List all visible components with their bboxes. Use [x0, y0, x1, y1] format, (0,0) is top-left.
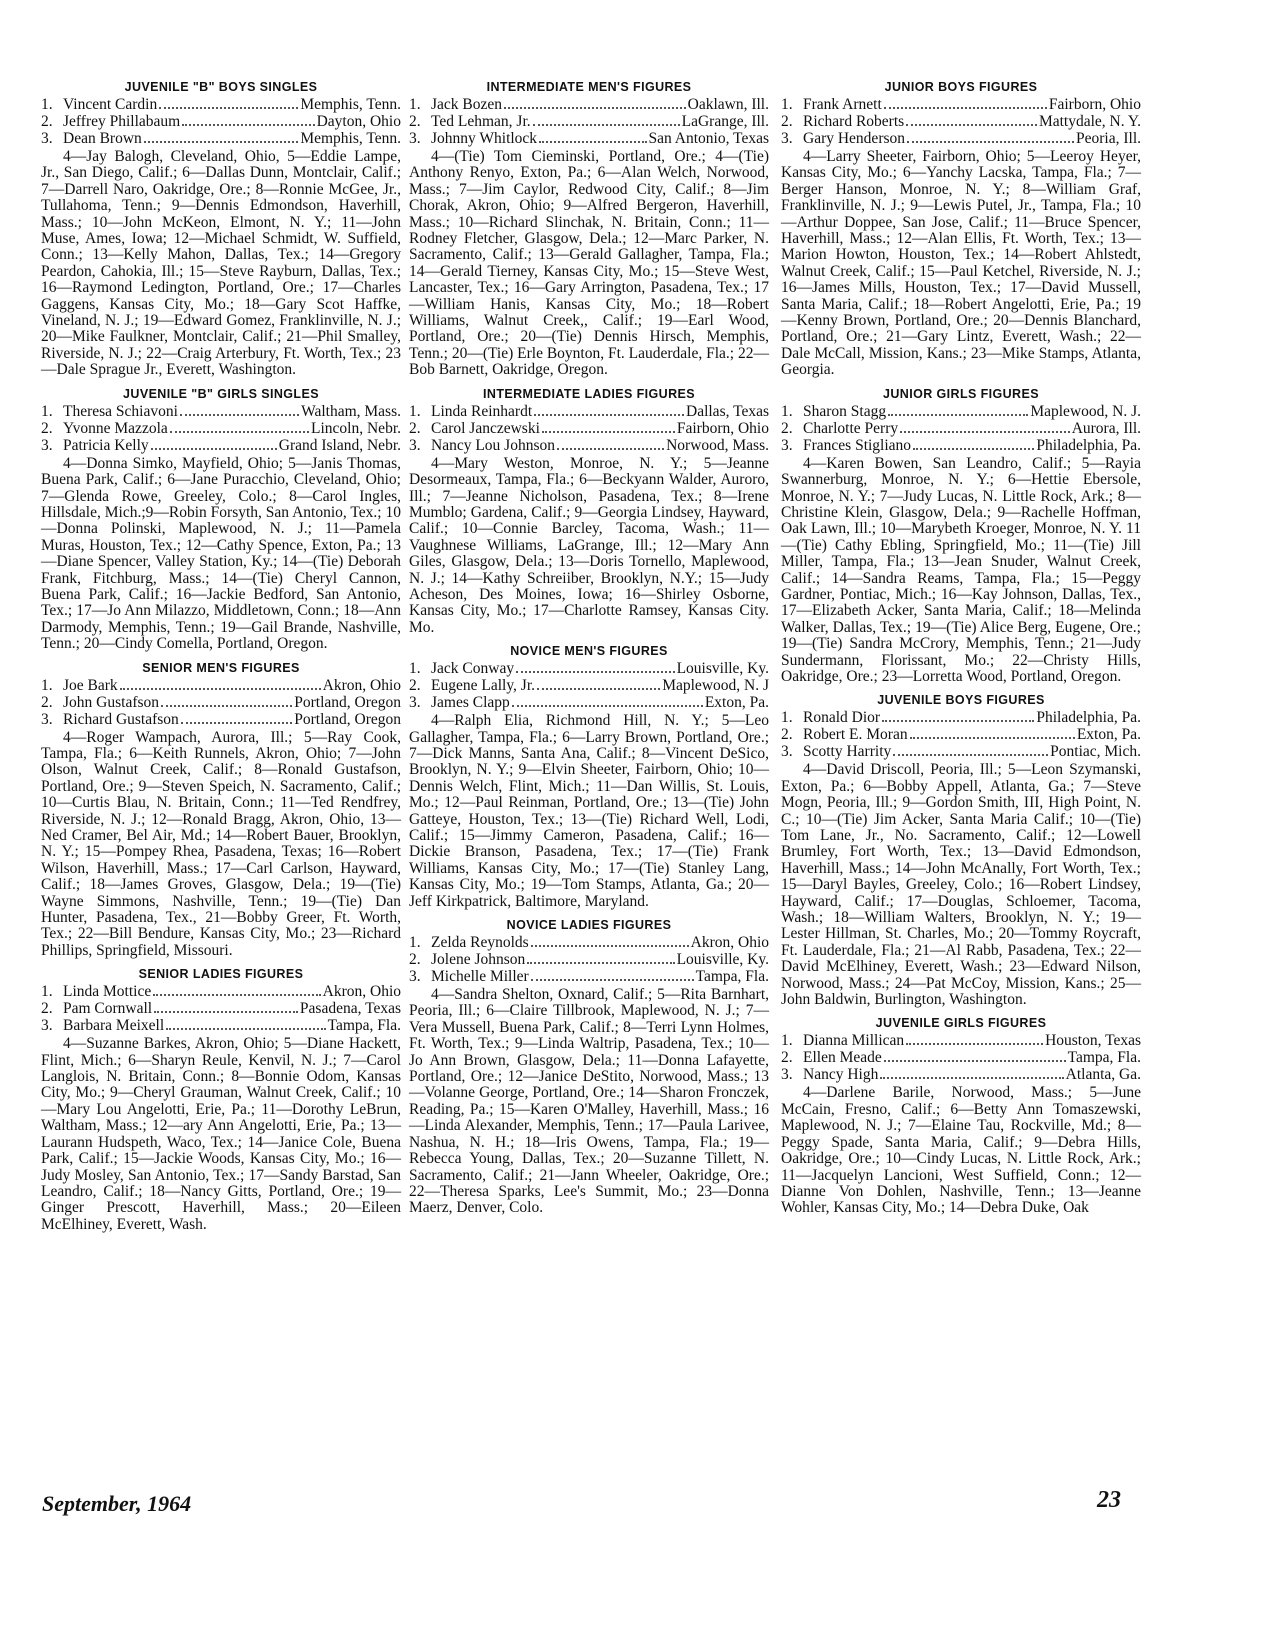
placing-row	[41, 437, 401, 454]
results-section	[409, 387, 769, 636]
skater-location: Lincoln, Nebr.	[311, 419, 401, 437]
placing-row	[41, 130, 401, 147]
place-number: 2.	[41, 1000, 53, 1018]
remaining-placings: 4—Donna Simko, Mayfield, Ohio; 5—Janis Thomas, Buena Park, Calif.; 6—Jane Puracchio, Cleveland, Ohio; 7—Glenda Rowe, Greeley, Colo.; 8—Carol Ingles, Hillsdale, Mich.;9—Robin Forsyth, San Antonio, Tex.; 10—Donna Polinski, Maplewood, N. J.; 11—Pamela Muras, Houston, Tex.; 12—Cathy Spence, Exton, Pa.; 13—Diane Spencer, Valley Station, Ky.; 14—(Tie) Deborah Frank, Fitchburg, Mass.; 14—(Tie) Cheryl Cannon, Buena Park, Calif.; 16—Jackie Bedford, San Antonio, Tex.; 17—Jo Ann Milazzo, Middletown, Conn.; 18—Ann Darmody, Memphis, Tenn.; 19—Gail Brande, Nashville, Tenn.; 20—Cindy Comella, Portland, Oregon.	[41, 454, 401, 653]
skater-location: Tampa, Fla.	[327, 1017, 401, 1035]
place-number: 1.	[41, 676, 53, 694]
place-number: 2.	[41, 419, 53, 437]
placings-list	[41, 983, 401, 1034]
skater-name: John Gustafson	[63, 693, 160, 711]
placing-row	[41, 96, 401, 113]
placing-row	[781, 1032, 1141, 1049]
placing-row	[41, 983, 401, 1000]
placing-row	[781, 96, 1141, 113]
placing-row	[781, 403, 1141, 420]
skater-location: San Antonio, Texas	[648, 130, 769, 147]
placing-row	[41, 711, 401, 728]
placing-row	[409, 420, 769, 437]
section-heading: JUVENILE GIRLS FIGURES	[875, 1016, 1047, 1031]
place-number: 2.	[781, 726, 793, 744]
skater-location: Norwood, Mass.	[666, 436, 769, 454]
place-number: 2.	[41, 113, 53, 130]
skater-name: Barbara Meixell	[63, 1017, 165, 1035]
skater-name: Gary Henderson	[803, 130, 906, 147]
place-number: 1.	[409, 660, 421, 678]
skater-name: Nancy High	[803, 1066, 879, 1084]
skater-location: Dallas, Texas	[686, 402, 769, 420]
place-number: 3.	[781, 436, 793, 454]
results-section	[41, 661, 401, 960]
place-number: 1.	[41, 96, 53, 113]
place-number: 3.	[781, 1066, 793, 1084]
skater-name: Charlotte Perry	[803, 419, 899, 437]
dot-leader	[182, 124, 314, 126]
column-2	[409, 76, 769, 1225]
skater-name: Jack Bozen	[431, 96, 503, 113]
skater-location: Houston, Texas	[1045, 1032, 1141, 1050]
footer-date: September, 1964	[42, 1491, 192, 1516]
placings-list	[41, 96, 401, 147]
place-number: 2.	[409, 419, 421, 437]
place-number: 1.	[41, 402, 53, 420]
placing-row	[41, 420, 401, 437]
place-number: 2.	[781, 1049, 793, 1067]
skater-location: Louisville, Ky.	[676, 951, 769, 969]
skater-location: Exton, Pa.	[704, 694, 769, 712]
dot-leader	[180, 414, 299, 416]
skater-location: Memphis, Tenn.	[300, 96, 401, 113]
placing-row	[409, 934, 769, 951]
dot-leader	[537, 688, 660, 690]
place-number: 3.	[409, 436, 421, 454]
place-number: 1.	[781, 1032, 793, 1050]
results-section	[409, 918, 769, 1217]
skater-name: Robert E. Moran	[803, 726, 908, 744]
placing-row	[409, 951, 769, 968]
section-heading: NOVICE MEN'S FIGURES	[510, 644, 668, 659]
skater-name: Ted Lehman, Jr.	[431, 113, 531, 130]
place-number: 2.	[409, 677, 421, 695]
place-number: 1.	[409, 934, 421, 952]
skater-name: Dean Brown	[63, 130, 142, 147]
placing-row	[409, 403, 769, 420]
remaining-placings: 4—Suzanne Barkes, Akron, Ohio; 5—Diane Hackett, Flint, Mich.; 6—Sharyn Reule, Kenvil, N. J.; 7—Carol Langlois, N. Britain, Conn.; 8—Bonnie Odom, Kansas City, Mo.; 9—Cheryl Grauman, Walnut Creek, Calif.; 10—Mary Lou Angelotti, Erie, Pa.; 11—Dorothy LeBrun, Waltham, Mass.; 12—ary Ann Angelotti, Erie, Pa.; 13—Laurann Hudspeth, Waco, Tex.; 14—Janice Cole, Buena Park, Calif.; 15—Jackie Woods, Kansas City, Mo.; 16—Judy Mosley, San Antonio, Tex.; 17—Sandy Barstad, San Leandro, Calif.; 18—Nancy Gitts, Portland, Ore.; 19—Ginger Prescott, Haverhill, Mass.; 20—Eileen McElhiney, Everett, Wash.	[41, 1035, 401, 1233]
skater-name: Frances Stigliano	[803, 436, 912, 454]
skater-name: Pam Cornwall	[63, 1000, 153, 1018]
skater-name: Ronald Dior	[803, 709, 881, 727]
section-heading: JUNIOR BOYS FIGURES	[884, 80, 1038, 94]
dot-leader	[539, 141, 646, 143]
remaining-placings: 4—Karen Bowen, San Leandro, Calif.; 5—Rayia Swannerburg, Monroe, N. Y.; 6—Hettie Ebersole, Monroe, N. Y.; 7—Judy Lucas, N. Little Rock, Ark.; 8—Christine Klein, Glasgow, Dela.; 9—Rachelle Hoffman, Oak Lawn, Ill.; 10—Marybeth Kroeger, Monroe, N. Y. 11—(Tie) Cathy Ebling, Springfield, Mo.; 11—(Tie) Jill Miller, Tampa, Fla.; 13—Jean Snuder, Walnut Creek, Calif.; 14—Sandra Reams, Tampa, Fla.; 15—Peggy Gardner, Pontiac, Mich.; 16—Kay Johnson, Dallas, Tex., 17—Elizabeth Acker, Santa Maria, Calif.; 18—Melinda Walker, Dallas, Tex.; 19—(Tie) Alice Berg, Eugene, Ore.; 19—(Tie) Sandra McCrory, Memphis, Tenn.; 21—Judy Sundermann, Florissant, Mo.; 22—Christy Hills, Oakridge, Ore.; 23—Lorretta Wood, Portland, Oregon.	[781, 454, 1141, 685]
skater-location: Philadelphia, Pa.	[1036, 436, 1141, 454]
dot-leader	[533, 124, 680, 126]
skater-location: Tampa, Fla.	[695, 968, 769, 986]
dot-leader	[161, 705, 292, 707]
dot-leader	[153, 994, 320, 996]
skater-location: Fairborn, Ohio	[1048, 96, 1141, 113]
skater-name: Johnny Whitlock	[431, 130, 538, 147]
placings-list	[409, 660, 769, 711]
skater-name: Joe Bark	[63, 676, 118, 694]
skater-name: Dianna Millican	[803, 1032, 905, 1050]
dot-leader	[151, 448, 277, 450]
section-heading: JUNIOR GIRLS FIGURES	[883, 386, 1039, 401]
placings-list	[409, 934, 769, 985]
skater-location: LaGrange, Ill.	[681, 113, 769, 130]
skater-location: Maplewood, N. J.	[1030, 402, 1141, 420]
placing-row	[409, 694, 769, 711]
skater-location: Waltham, Mass.	[301, 402, 401, 420]
place-number: 3.	[781, 743, 793, 761]
skater-name: James Clapp	[431, 694, 510, 712]
skater-location: Atlanta, Ga.	[1065, 1066, 1141, 1084]
skater-location: Maplewood, N. J	[662, 677, 769, 695]
dot-leader	[893, 754, 1048, 756]
dot-leader	[504, 107, 686, 109]
placing-row	[781, 709, 1141, 726]
placings-list	[409, 403, 769, 454]
placing-row	[781, 743, 1141, 760]
placing-row	[781, 113, 1141, 130]
placing-row	[409, 660, 769, 677]
dot-leader	[527, 962, 674, 964]
placings-list	[781, 403, 1141, 454]
section-heading: JUVENILE BOYS FIGURES	[877, 693, 1045, 708]
skater-location: Dayton, Ohio	[316, 113, 401, 130]
column-1	[41, 76, 401, 1241]
dot-leader	[166, 1028, 325, 1030]
skater-name: Frank Arnett	[803, 96, 882, 113]
placing-row	[409, 968, 769, 985]
skater-name: Sharon Stagg	[803, 402, 887, 420]
placing-row	[41, 694, 401, 711]
skater-name: Patricia Kelly	[63, 436, 149, 454]
dot-leader	[512, 705, 703, 707]
dot-leader	[531, 979, 694, 981]
results-section	[41, 967, 401, 1233]
skater-name: Linda Reinhardt	[431, 402, 533, 420]
section-heading: INTERMEDIATE MEN'S FIGURES	[486, 80, 692, 94]
place-number: 1.	[409, 402, 421, 420]
place-number: 1.	[781, 96, 793, 113]
placing-row	[409, 437, 769, 454]
skater-location: Memphis, Tenn.	[300, 130, 401, 147]
remaining-placings: 4—(Tie) Tom Cieminski, Portland, Ore.; 4—(Tie) Anthony Renyo, Exton, Pa.; 6—Alan Welch, Norwood, Mass.; 7—Jim Caylor, Redwood City, Calif.; 8—Jim Chorak, Akron, Ohio; 9—Alfred Bergeron, Haverhill, Mass.; 10—Richard Slinchak, N. Britain, Conn.; 11—Rodney Fletcher, Glasgow, Dela.; 12—Marc Parker, N. Sacramento, Calif.; 13—Gerald Gallagher, Tampa, Fla.; 14—Gerald Tierney, Kansas City, Mo.; 15—Steve West, Lancaster, Tex.; 16—Gary Arrington, Pasadena, Tex.; 17—William Hanis, Kansas City, Mo.; 18—Robert Williams, Walnut Creek,, Calif.; 19—Earl Wood, Portland, Ore.; 20—(Tie) Dennis Hirsch, Memphis, Tenn.; 20—(Tie) Erle Boynton, Ft. Lauderdale, Fla.; 22—Bob Barnett, Oakridge, Oregon.	[409, 148, 769, 379]
placings-list	[41, 403, 401, 454]
skater-location: Tampa, Fla.	[1067, 1049, 1141, 1067]
results-section	[409, 80, 769, 379]
skater-name: Richard Roberts	[803, 113, 905, 130]
skater-location: Akron, Ohio	[322, 983, 401, 1001]
placing-row	[781, 726, 1141, 743]
placing-row	[41, 113, 401, 130]
placing-row	[781, 1049, 1141, 1066]
remaining-placings: 4—Mary Weston, Monroe, N. Y.; 5—Jeanne Desormeaux, Tampa, Fla.; 6—Beckyann Walder, Auroro, Ill.; 7—Jeanne Nicholson, Pasadena, Tex.; 8—Irene Mumblo; Gardena, Calif.; 9—Georgia Lindsey, Hayward, Calif.; 10—Connie Barcley, Tacoma, Wash.; 11—Vaughnese Williams, LaGrange, Ill.; 12—Mary Ann Giles, Glasgow, Dela.; 13—Doris Tornello, Maplewood, N. J.; 14—Kathy Schreiiber, Brooklyn, N.Y.; 15—Judy Acheson, Des Moines, Iowa; 16—Shirley Osborne, Kansas City, Mo.; 17—Charlotte Ramsey, Kansas City. Mo.	[409, 454, 769, 636]
section-heading: JUVENILE "B" GIRLS SINGLES	[123, 386, 319, 401]
skater-location: Philadelphia, Pa.	[1036, 709, 1141, 727]
skater-location: Pontiac, Mich.	[1050, 743, 1141, 761]
skater-name: Jack Conway	[431, 660, 515, 678]
skater-location: Louisville, Ky.	[676, 660, 769, 678]
results-section	[781, 693, 1141, 1008]
placing-row	[41, 1017, 401, 1034]
dot-leader	[531, 945, 689, 947]
place-number: 2.	[41, 693, 53, 711]
placing-row	[41, 1000, 401, 1017]
dot-leader	[907, 141, 1074, 143]
dot-leader	[154, 1011, 298, 1013]
skater-name: Ellen Meade	[803, 1049, 882, 1067]
dot-leader	[884, 1060, 1066, 1062]
placings-list	[781, 1032, 1141, 1083]
remaining-placings: 4—Larry Sheeter, Fairborn, Ohio; 5—Leeroy Heyer, Kansas City, Mo.; 6—Yanchy Lacska, Tampa, Fla.; 7—Berger Hanson, Monroe, N. Y.; 8—William Graf, Franklinville, N. J.; 9—Lewis Putel, Jr., Tampa, Fla.; 10—Arthur Doppee, San Jose, Calif.; 11—Bruce Spencer, Haverhill, Mass.; 12—Alan Ellis, Ft. Worth, Tex.; 13—Marion Howton, Houston, Tex.; 14—Robert Ahlstedt, Walnut Creek, Calif.; 15—Paul Ketchel, Riverside, N. J.; 16—James Mills, Houston, Tex.; 17—David Mussell, Santa Maria, Calif.; 18—Robert Angelotti, Erie, Pa.; 19—Kenny Brown, Portland, Ore.; 20—Dennis Blanchard, Portland, Ore.; 21—Gary Lintz, Everett, Wash.; 22—Dale McCall, Mission, Kans.; 23—Mike Stamps, Atlanta, Georgia.	[781, 148, 1141, 379]
place-number: 3.	[41, 130, 53, 147]
dot-leader	[181, 722, 292, 724]
dot-leader	[159, 107, 298, 109]
placing-row	[409, 677, 769, 694]
dot-leader	[913, 448, 1034, 450]
remaining-placings: 4—Ralph Elia, Richmond Hill, N. Y.; 5—Leo Gallagher, Tampa, Fla.; 6—Larry Brown, Portland, Ore.; 7—Dick Manns, Santa Ana, Calif.; 8—Vincent DeSico, Brooklyn, N. Y.; 9—Elvin Sheeter, Fairborn, Ohio; 10—Dennis Welch, Flint, Mich.; 11—Dan Willis, St. Louis, Mo.; 12—Paul Reinman, Portland, Ore.; 13—(Tie) John Gatteye, Houston, Tex.; 13—(Tie) Richard Well, Lodi, Calif.; 15—Jimmy Cameron, Pasadena, Calif.; 16—Dickie Branson, Pasadena, Tex.; 17—(Tie) Frank Williams, Kansas City, Mo.; 17—(Tie) Stanley Lang, Kansas City, Mo.; 19—Tom Stamps, Atlanta, Ga.; 20—Jeff Kirkpatrick, Baltimore, Maryland.	[409, 712, 769, 910]
remaining-placings: 4—Sandra Shelton, Oxnard, Calif.; 5—Rita Barnhart, Peoria, Ill.; 6—Claire Tillbrook, Maplewood, N. J.; 7—Vera Mussell, Buena Park, Calif.; 8—Terri Lynn Holmes, Ft. Worth, Tex.; 9—Linda Waltrip, Pasadena, Tex.; 10—Jo Ann Brown, Glasgow, Dela.; 11—Donna Lafayette, Portland, Ore.; 12—Janice DeStito, Norwood, Mass.; 13—Volanne George, Portland, Ore.; 14—Sharon Fronczek, Reading, Pa.; 15—Karen O'Malley, Haverhill, Mass.; 16—Linda Alexander, Memphis, Tenn.; 17—Paula Larivee, Nashua, N. H.; 18—Iris Owens, Tampa, Fla.; 19—Rebecca Young, Dallas, Tex.; 20—Suzanne Tillett, N. Sacramento, Calif.; 21—Jann Wheeler, Oakridge, Ore.; 22—Theresa Sparks, Lee's Summit, Mo.; 23—Donna Maerz, Denver, Colo.	[409, 986, 769, 1217]
place-number: 3.	[41, 436, 53, 454]
section-heading: JUVENILE "B" BOYS SINGLES	[124, 80, 318, 94]
skater-location: Grand Island, Nebr.	[278, 436, 401, 454]
results-section	[409, 644, 769, 910]
place-number: 3.	[781, 130, 793, 147]
skater-name: Jolene Johnson	[431, 951, 526, 969]
skater-location: Pasadena, Texas	[299, 1000, 401, 1018]
section-heading: INTERMEDIATE LADIES FIGURES	[483, 386, 695, 401]
place-number: 1.	[41, 983, 53, 1001]
remaining-placings: 4—David Driscoll, Peoria, Ill.; 5—Leon Szymanski, Exton, Pa.; 6—Bobby Appell, Atlanta, Ga.; 7—Steve Mogn, Peoria, Ill.; 9—Gordon Smith, III, High Point, N. C.; 10—(Tie) Jim Acker, Santa Maria Calif.; 10—(Tie) Tom Lane, Jr., No. Sacramento, Calif.; 12—Lowell Brumley, Fort Worth, Tex.; 13—David Edmondson, Haverhill, Mass.; 14—John McAnally, Fort Worth, Tex.; 15—Daryl Bayles, Greeley, Colo.; 16—Robert Lindsey, Hayward, Calif.; 17—Douglas, Schloemer, Tacoma, Wash.; 18—William Walters, Brooklyn, N. Y.; 19—Lester Hillman, St. Charles, Mo.; 20—Tommy Roycraft, Ft. Lauderdale, Fla.; 21—Al Rabb, Pasadena, Tex.; 22—David McElhiney, Everett, Wash.; 23—Edward Nilson, Norwood, Mass.; 24—Pat McCoy, Mission, Kans.; 25—John Baldwin, Burlington, Washington.	[781, 761, 1141, 1009]
dot-leader	[900, 431, 1070, 433]
skater-name: Richard Gustafson	[63, 710, 179, 728]
skater-name: Vincent Cardin	[63, 96, 158, 113]
place-number: 1.	[781, 709, 793, 727]
placing-row	[409, 96, 769, 113]
results-section	[781, 1016, 1141, 1216]
dot-leader	[170, 431, 309, 433]
place-number: 3.	[41, 1017, 53, 1035]
dot-leader	[120, 688, 321, 690]
placing-row	[781, 437, 1141, 454]
place-number: 2.	[409, 951, 421, 969]
skater-location: Peoria, Ill.	[1076, 130, 1141, 147]
placing-row	[41, 403, 401, 420]
results-section	[41, 387, 401, 653]
placing-row	[409, 113, 769, 130]
placing-row	[781, 420, 1141, 437]
place-number: 2.	[781, 419, 793, 437]
skater-location: Oaklawn, Ill.	[687, 96, 769, 113]
dot-leader	[880, 1077, 1063, 1079]
dot-leader	[542, 431, 675, 433]
placing-row	[409, 130, 769, 147]
placing-row	[41, 677, 401, 694]
skater-location: Akron, Ohio	[690, 934, 769, 952]
place-number: 3.	[41, 710, 53, 728]
place-number: 3.	[409, 968, 421, 986]
skater-name: Yvonne Mazzola	[63, 419, 168, 437]
dot-leader	[888, 414, 1028, 416]
placings-list	[781, 96, 1141, 147]
column-3	[781, 76, 1141, 1225]
skater-location: Fairborn, Ohio	[676, 419, 769, 437]
dot-leader	[910, 737, 1075, 739]
skater-name: Scotty Harrity	[803, 743, 892, 761]
section-heading: SENIOR LADIES FIGURES	[138, 967, 304, 982]
place-number: 2.	[781, 113, 793, 130]
dot-leader	[516, 671, 675, 673]
skater-name: Zelda Reynolds	[431, 934, 529, 952]
skater-name: Theresa Schiavoni	[63, 402, 178, 420]
place-number: 1.	[409, 96, 421, 113]
remaining-placings: 4—Roger Wampach, Aurora, Ill.; 5—Ray Cook, Tampa, Fla.; 6—Keith Runnels, Akron, Ohio; 7—John Olson, Walnut Creek, Calif.; 8—Ronald Gustafson, Portland, Ore.; 9—Steven Speich, N. Sacramento, Calif.; 10—Curtis Blau, N. Britain, Conn.; 11—Ted Rendfrey, Riverside, N. J.; 12—Ronald Bragg, Akron, Ohio, 13—Ned Cramer, Bel Air, Md.; 14—Robert Bauer, Brooklyn, N. Y.; 15—Pompey Rhea, Pasadena, Texas; 16—Robert Wilson, Haverhill, Mass.; 17—Carl Carlson, Hayward, Calif.; 18—James Groves, Glasgow, Dela.; 19—(Tie) Wayne Simmons, Nashville, Tenn.; 19—(Tie) Dan Hunter, Pasadena, Tex., 21—Bobby Greer, Ft. Worth, Tex.; 22—Bill Bendure, Kansas City, Mo.; 23—Richard Phillips, Springfield, Missouri.	[41, 728, 401, 959]
skater-location: Akron, Ohio	[322, 676, 401, 694]
skater-location: Portland, Oregon	[294, 693, 401, 711]
skater-name: Nancy Lou Johnson	[431, 436, 555, 454]
skater-name: Michelle Miller	[431, 968, 529, 986]
skater-name: Eugene Lally, Jr.	[431, 677, 536, 695]
place-number: 1.	[781, 402, 793, 420]
dot-leader	[557, 448, 664, 450]
skater-name: Jeffrey Phillabaum	[63, 113, 181, 130]
skater-location: Portland, Oregon	[294, 710, 401, 728]
placings-list	[41, 677, 401, 728]
dot-leader	[906, 1043, 1043, 1045]
placings-list	[781, 709, 1141, 760]
skater-location: Aurora, Ill.	[1071, 419, 1141, 437]
results-section	[41, 80, 401, 379]
remaining-placings: 4—Jay Balogh, Cleveland, Ohio, 5—Eddie Lampe, Jr., San Diego, Calif.; 6—Dallas Dunn, Montclair, Calif.; 7—Darrell Naro, Oakridge, Ore.; 8—Ronnie McGee, Jr., Tullahoma, Tenn.; 9—Dennis Edmondson, Haverhill, Mass.; 10—John McKeon, Elmont, N. Y.; 11—John Muse, Ames, Iowa; 12—Michael Schmidt, W. Suffield, Conn.; 13—Kelly Mahon, Dallas, Tex.; 14—Gregory Peardon, Cahokia, Ill.; 15—Steve Rayburn, Dallas, Tex.; 16—Raymond Ledington, Portland, Ore.; 17—Charles Gaggens, Kansas City, Mo.; 18—Gary Scot Haffke, Vineland, N. J.; 19—Edward Gomez, Franklinville, N. J.; 20—Mike Faulkner, Montclair, Calif.; 21—Phil Smalley, Riverside, N. J.; 22—Craig Arterbury, Ft. Worth, Tex.; 23—Dale Sprague Jr., Everett, Washington.	[41, 148, 401, 379]
place-number: 3.	[409, 130, 421, 147]
skater-name: Linda Mottice	[63, 983, 152, 1001]
remaining-placings: 4—Darlene Barile, Norwood, Mass.; 5—June McCain, Fresno, Calif.; 6—Betty Ann Tomaszewski, Maplewood, N. J.; 7—Elaine Tau, Rockville, Md.; 8—Peggy Spade, Santa Maria, Calif.; 9—Debra Hills, Oakridge, Ore.; 10—Cindy Lucas, N. Little Rock, Ark.; 11—Jacquelyn Lancioni, West Suffield, Conn.; 12—Dianne Von Dohlen, Nashville, Tenn.; 13—Jeanne Wohler, Kansas City, Mo.; 14—Debra Duke, Oak	[781, 1084, 1141, 1217]
skater-location: Mattydale, N. Y.	[1038, 113, 1141, 130]
placing-row	[781, 1066, 1141, 1083]
section-heading: SENIOR MEN'S FIGURES	[142, 660, 300, 675]
dot-leader	[906, 124, 1037, 126]
dot-leader	[882, 720, 1034, 722]
skater-location: Exton, Pa.	[1076, 726, 1141, 744]
place-number: 3.	[409, 694, 421, 712]
place-number: 2.	[409, 113, 421, 130]
skater-name: Carol Janczewski	[431, 419, 540, 437]
section-heading: NOVICE LADIES FIGURES	[506, 918, 672, 933]
dot-leader	[144, 141, 299, 143]
results-section	[781, 80, 1141, 379]
dot-leader	[884, 107, 1047, 109]
placings-list	[409, 96, 769, 147]
placing-row	[781, 130, 1141, 147]
dot-leader	[534, 414, 684, 416]
results-section	[781, 387, 1141, 686]
page-number: 23	[1097, 1487, 1121, 1513]
